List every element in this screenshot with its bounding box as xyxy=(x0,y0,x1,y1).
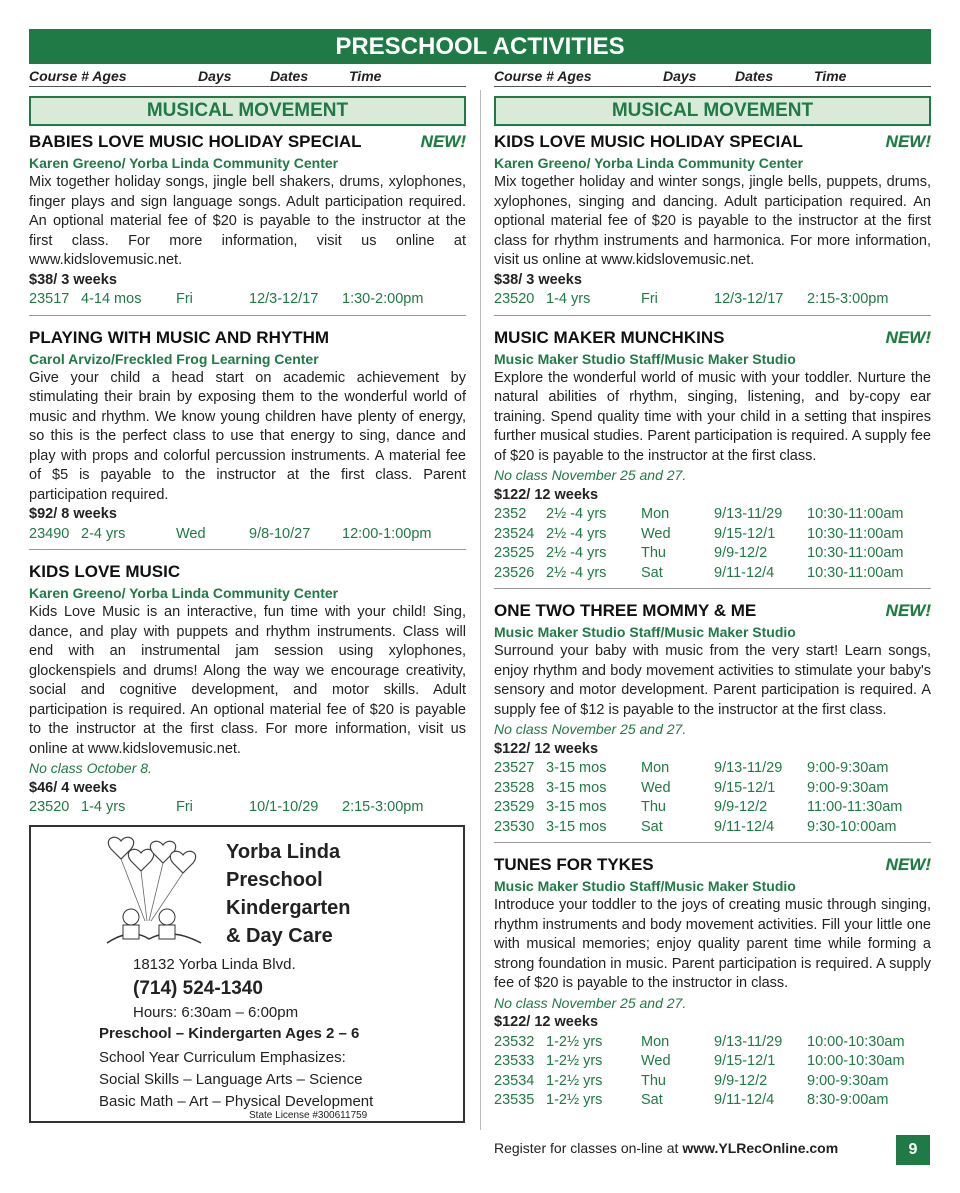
session-time: 10:30-11:00am xyxy=(807,564,904,581)
session-day: Mon xyxy=(641,1033,670,1050)
column-header-left xyxy=(29,68,466,87)
course-note: No class November 25 and 27. xyxy=(494,994,687,1011)
course-listing xyxy=(494,130,931,316)
session-dates: 12/3-12/17 xyxy=(249,291,319,307)
session-dates: 9/9-12/2 xyxy=(714,545,768,561)
session-ages: 1-2½ yrs xyxy=(546,1053,603,1069)
session-num: 2352 xyxy=(494,506,527,522)
ad-line1: Yorba Linda xyxy=(226,841,341,863)
course-title: TUNES FOR TYKES xyxy=(494,855,654,874)
session-ages: 1-2½ yrs xyxy=(546,1072,603,1089)
session-row xyxy=(494,798,931,818)
ad-curriculum-2: Social Skills – Language Arts – Science xyxy=(99,1071,363,1088)
header-time: Time xyxy=(349,68,382,84)
ad-phone: (714) 524-1340 xyxy=(133,978,263,999)
session-day: Sat xyxy=(641,818,663,835)
course-fee: $122/ 12 weeks xyxy=(494,486,599,503)
session-time: 8:30-9:00am xyxy=(807,1092,889,1108)
session-num: 23520 xyxy=(29,799,70,815)
course-title-row xyxy=(29,130,466,154)
course-description: Introduce your toddler to the joys of creating music through singing, rhythm instruments and body movement activities. Fill your little one with musical memories; enjoy quality parent time while forming a strong foundation in music. Parent participation is required. A supply fee of $20 is payable to the instructor in class. xyxy=(494,897,931,991)
session-num: 23529 xyxy=(494,799,535,815)
course-title: PLAYING WITH MUSIC AND RHYTHM xyxy=(29,327,330,347)
session-time: 9:00-9:30am xyxy=(807,1072,889,1089)
session-ages: 3-15 mos xyxy=(546,779,607,796)
session-day: Wed xyxy=(641,525,671,542)
session-time: 11:00-11:30am xyxy=(807,799,903,815)
right-column xyxy=(494,94,931,1126)
session-time: 10:30-11:00am xyxy=(807,506,904,522)
session-time: 10:30-11:00am xyxy=(807,545,904,561)
session-time: 9:00-9:30am xyxy=(807,779,889,796)
course-fee: $46/ 4 weeks xyxy=(29,779,117,796)
header-dates: Dates xyxy=(735,68,774,84)
header-days: Days xyxy=(663,68,697,84)
header-course: Course # Ages xyxy=(29,68,127,84)
session-day: Mon xyxy=(641,760,670,776)
session-ages: 2½ -4 yrs xyxy=(546,506,607,522)
footer-url-link[interactable]: www.YLRecOnline.com xyxy=(682,1140,839,1156)
session-ages: 2½ -4 yrs xyxy=(546,564,607,581)
course-listing xyxy=(494,326,931,590)
column-divider xyxy=(480,90,481,1130)
session-row xyxy=(494,1072,931,1092)
course-instructor: Karen Greeno/ Yorba Linda Community Center xyxy=(29,155,339,171)
new-badge: NEW! xyxy=(885,601,931,620)
course-fee: $38/ 3 weeks xyxy=(29,271,117,288)
section-header: MUSICAL MOVEMENT xyxy=(494,96,931,126)
course-fee: $38/ 3 weeks xyxy=(494,271,582,288)
new-badge: NEW! xyxy=(420,132,466,151)
course-title: BABIES LOVE MUSIC HOLIDAY SPECIAL xyxy=(29,132,362,151)
footer-register xyxy=(494,1140,838,1156)
ad-line3: Kindergarten xyxy=(226,897,351,919)
session-ages: 1-4 yrs xyxy=(546,291,591,307)
ad-line2: Preschool xyxy=(226,869,323,891)
header-dates: Dates xyxy=(270,68,309,84)
session-dates: 9/11-12/4 xyxy=(714,1092,775,1108)
ad-curriculum-1: School Year Curriculum Emphasizes: xyxy=(99,1049,346,1066)
session-ages: 4-14 mos xyxy=(81,291,142,307)
session-ages: 3-15 mos xyxy=(546,799,607,815)
course-listing xyxy=(29,560,466,823)
session-day: Wed xyxy=(641,1053,671,1069)
course-instructor: Karen Greeno/ Yorba Linda Community Center xyxy=(494,155,804,171)
session-dates: 9/8-10/27 xyxy=(249,525,311,542)
session-dates: 9/11-12/4 xyxy=(714,818,775,835)
course-title: KIDS LOVE MUSIC HOLIDAY SPECIAL xyxy=(494,132,803,151)
course-instructor: Music Maker Studio Staff/Music Maker Studio xyxy=(494,350,796,367)
session-row xyxy=(494,525,931,545)
session-num: 23530 xyxy=(494,818,535,835)
course-listing xyxy=(29,130,466,316)
session-dates: 12/3-12/17 xyxy=(714,291,784,307)
session-day: Wed xyxy=(641,779,671,796)
course-instructor: Carol Arvizo/Freckled Frog Learning Center xyxy=(29,350,319,367)
left-column xyxy=(29,94,466,833)
session-day: Sat xyxy=(641,564,663,581)
session-day: Mon xyxy=(641,506,670,522)
header-course: Course # Ages xyxy=(494,68,592,84)
session-num: 23532 xyxy=(494,1033,535,1050)
page-number: 9 xyxy=(896,1135,930,1165)
session-row xyxy=(494,818,931,838)
course-description: Explore the wonderful world of music with your toddler. Nurture the natural abilities of rhythm, singing, listening, and by-copy ear training. Spend quality time with your child in a setting that inspires further musical studies. Parent participation is required. A supply fee of $20 is payable to the instructor at the first class. xyxy=(494,369,931,464)
new-badge: NEW! xyxy=(885,327,931,347)
session-ages: 2½ -4 yrs xyxy=(546,545,607,561)
session-row xyxy=(494,290,931,310)
header-time: Time xyxy=(814,68,847,84)
session-day: Fri xyxy=(641,291,658,307)
course-title-row xyxy=(494,853,931,877)
session-time: 1:30-2:00pm xyxy=(342,291,424,307)
column-header-right xyxy=(494,68,931,87)
session-time: 2:15-3:00pm xyxy=(807,291,889,307)
session-time: 9:30-10:00am xyxy=(807,818,897,835)
session-num: 23527 xyxy=(494,760,535,776)
session-num: 23534 xyxy=(494,1072,535,1089)
session-dates: 9/13-11/29 xyxy=(714,506,783,522)
course-listing xyxy=(494,599,931,843)
session-time: 12:00-1:00pm xyxy=(342,525,432,542)
course-fee: $92/ 8 weeks xyxy=(29,506,117,522)
course-listing xyxy=(494,853,931,1116)
session-row xyxy=(494,564,931,584)
course-fee: $122/ 12 weeks xyxy=(494,740,599,757)
session-row xyxy=(494,759,931,779)
course-note: No class October 8. xyxy=(29,760,152,776)
session-dates: 9/13-11/29 xyxy=(714,1033,783,1050)
course-note: No class November 25 and 27. xyxy=(494,721,687,737)
course-description: Mix together holiday songs, jingle bell shakers, drums, xylophones, finger plays and sign language songs. Adult participation required. An optional material fee of $20 is payable to the instructor at the first class. For more information, visit us online at www.kidslovemusic.net. xyxy=(29,174,466,268)
session-time: 10:30-11:00am xyxy=(807,525,904,542)
session-time: 10:00-10:30am xyxy=(807,1033,905,1050)
course-title: KIDS LOVE MUSIC xyxy=(29,562,181,581)
ad-curriculum-3: Basic Math – Art – Physical Development xyxy=(99,1093,374,1110)
session-dates: 9/9-12/2 xyxy=(714,1072,768,1089)
session-ages: 1-2½ yrs xyxy=(546,1092,603,1108)
session-row xyxy=(494,505,931,525)
page-banner: PRESCHOOL ACTIVITIES xyxy=(29,29,931,64)
course-title-row xyxy=(494,326,931,350)
ad-hours: Hours: 6:30am – 6:00pm xyxy=(133,1004,299,1021)
header-days: Days xyxy=(198,68,232,84)
session-dates: 9/15-12/1 xyxy=(714,525,776,542)
session-time: 10:00-10:30am xyxy=(807,1053,905,1069)
course-instructor: Music Maker Studio Staff/Music Maker Studio xyxy=(494,878,796,894)
session-row xyxy=(494,544,931,564)
session-dates: 9/11-12/4 xyxy=(714,564,775,581)
course-fee: $122/ 12 weeks xyxy=(494,1014,599,1030)
course-description: Give your child a head start on academic achievement by stimulating their brain by exposing them to the wonderful world of music and rhythm. We know young children have plenty of energy, so this is the perfect class to use that energy to sing, dance and play with props and colorful percussion instruments. A material fee of $5 is payable to the instructor at the first class. Parent participation required. xyxy=(29,369,466,503)
footer-text: Register for classes on-line at xyxy=(494,1140,683,1156)
course-description: Mix together holiday and winter songs, jingle bells, puppets, drums, xylophones, singing and dancing. Adult participation required. An optional material fee of $20 is payable to the instructor at the first class for rhythm instruments and harmonica. For more information, visit us online at www.kidslovemusic.net. xyxy=(494,174,931,268)
session-row xyxy=(494,1091,931,1111)
session-num: 23517 xyxy=(29,291,70,307)
course-instructor: Karen Greeno/ Yorba Linda Community Center xyxy=(29,585,339,601)
new-badge: NEW! xyxy=(885,855,931,874)
session-day: Thu xyxy=(641,799,666,815)
session-row xyxy=(29,290,466,310)
course-listing xyxy=(29,326,466,551)
course-note: No class November 25 and 27. xyxy=(494,467,687,483)
ad-address: 18132 Yorba Linda Blvd. xyxy=(133,956,296,973)
session-num: 23535 xyxy=(494,1092,535,1108)
course-description: Surround your baby with music from the very start! Learn songs, enjoy rhythm and body movement activities to stimulate your baby's sensory and motor development. Parent participation is required. A supply fee of $12 is payable to the instructor at the first class. xyxy=(494,643,931,718)
session-day: Thu xyxy=(641,545,666,561)
course-title-row xyxy=(29,560,466,584)
course-title-row xyxy=(494,130,931,154)
session-row xyxy=(29,525,466,545)
course-description: Kids Love Music is an interactive, fun time with your child! Sing, dance, and play with puppets and rhythm instruments. Class will end with an instrumental jam session using xylophones, glockenspiels and drums! Along the way we encourage creativity, social and cognitive development, and motor skills. Adult participation is required. An optional material fee of $20 is payable to the instructor at the first class. For more information, visit us online at www.kidslovemusic.net. xyxy=(29,604,466,757)
session-num: 23533 xyxy=(494,1053,535,1069)
session-row xyxy=(494,779,931,799)
session-ages: 1-2½ yrs xyxy=(546,1033,603,1050)
session-dates: 9/15-12/1 xyxy=(714,1053,776,1069)
course-title: ONE TWO THREE MOMMY & ME xyxy=(494,601,757,620)
course-title-row xyxy=(29,326,466,350)
session-day: Thu xyxy=(641,1072,666,1089)
session-time: 9:00-9:30am xyxy=(807,760,889,776)
session-row xyxy=(29,798,466,818)
session-ages: 2½ -4 yrs xyxy=(546,525,607,542)
session-dates: 9/15-12/1 xyxy=(714,779,776,796)
kids-balloons-illustration xyxy=(101,831,221,955)
session-dates: 10/1-10/29 xyxy=(249,799,319,815)
ad-license: State License #300611759 xyxy=(249,1110,368,1121)
session-num: 23490 xyxy=(29,525,70,542)
section-header: MUSICAL MOVEMENT xyxy=(29,96,466,126)
session-ages: 2-4 yrs xyxy=(81,525,126,542)
course-title: MUSIC MAKER MUNCHKINS xyxy=(494,327,725,347)
session-day: Fri xyxy=(176,799,193,815)
session-ages: 1-4 yrs xyxy=(81,799,126,815)
session-dates: 9/13-11/29 xyxy=(714,760,783,776)
new-badge: NEW! xyxy=(885,132,931,151)
session-num: 23528 xyxy=(494,779,535,796)
preschool-advertisement xyxy=(29,825,465,1123)
session-num: 23520 xyxy=(494,291,535,307)
course-title-row xyxy=(494,599,931,623)
session-day: Wed xyxy=(176,525,206,542)
ad-ages: Preschool – Kindergarten Ages 2 – 6 xyxy=(99,1025,360,1042)
session-day: Sat xyxy=(641,1092,663,1108)
ad-line4: & Day Care xyxy=(226,925,333,947)
session-row xyxy=(494,1033,931,1053)
session-row xyxy=(494,1052,931,1072)
session-ages: 3-15 mos xyxy=(546,818,607,835)
session-dates: 9/9-12/2 xyxy=(714,799,768,815)
session-num: 23526 xyxy=(494,564,535,581)
session-time: 2:15-3:00pm xyxy=(342,799,424,815)
session-ages: 3-15 mos xyxy=(546,760,607,776)
session-num: 23524 xyxy=(494,525,535,542)
session-num: 23525 xyxy=(494,545,535,561)
session-day: Fri xyxy=(176,291,193,307)
course-instructor: Music Maker Studio Staff/Music Maker Studio xyxy=(494,624,796,640)
